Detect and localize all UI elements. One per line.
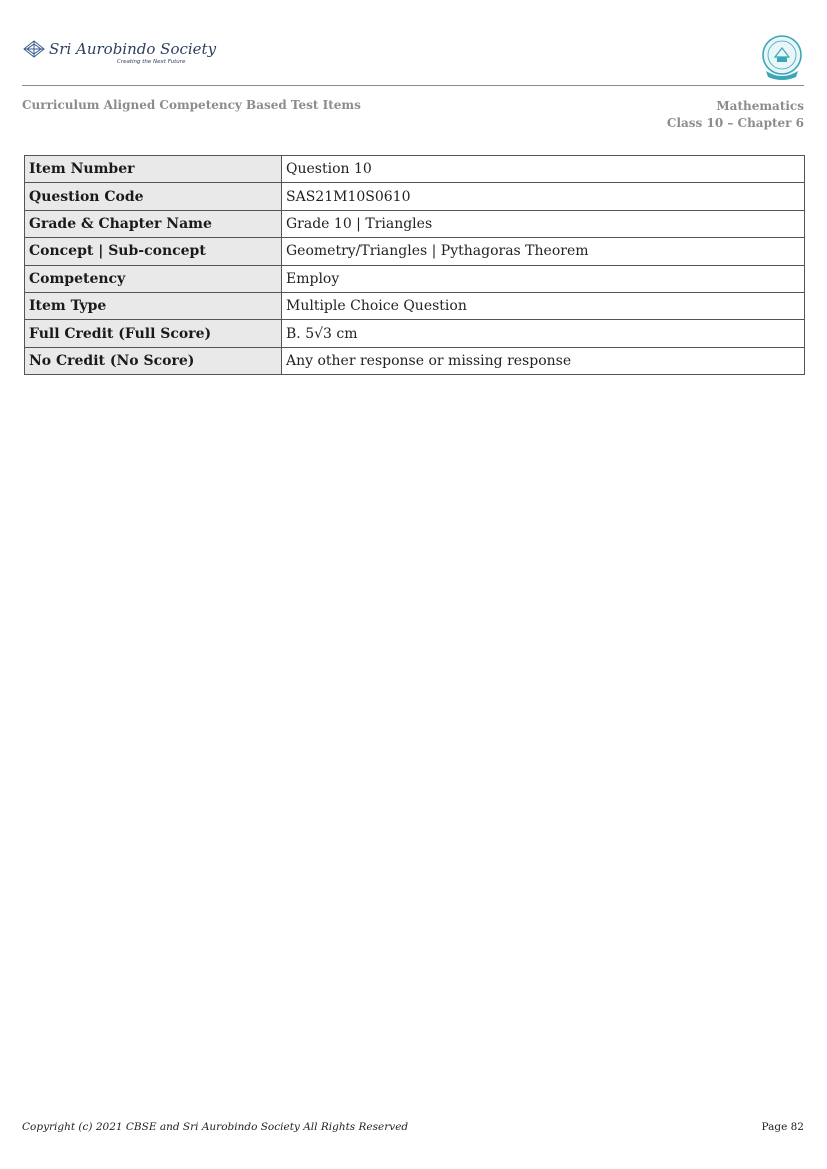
table-row xyxy=(25,238,805,265)
table-row xyxy=(25,320,805,347)
document-series-title: Curriculum Aligned Competency Based Test Items xyxy=(22,98,361,112)
row-value: Employ xyxy=(282,265,805,292)
row-label: Item Number xyxy=(25,156,282,183)
row-label: No Credit (No Score) xyxy=(25,347,282,374)
sri-aurobindo-society-logo-icon xyxy=(22,34,217,68)
row-value: Grade 10 | Triangles xyxy=(282,210,805,237)
row-label: Concept | Sub-concept xyxy=(25,238,282,265)
row-label: Full Credit (Full Score) xyxy=(25,320,282,347)
row-value: B. 5√3 cm xyxy=(282,320,805,347)
logo-wordmark: Sri Aurobindo Society xyxy=(49,40,217,58)
table-row xyxy=(25,210,805,237)
page-number: Page 82 xyxy=(761,1121,804,1133)
table-row xyxy=(25,183,805,210)
subject-header xyxy=(667,98,804,132)
table-row xyxy=(25,292,805,319)
header-divider xyxy=(22,85,804,86)
table-row xyxy=(25,156,805,183)
cbse-seal-icon xyxy=(758,33,806,83)
row-label: Question Code xyxy=(25,183,282,210)
row-value: Geometry/Triangles | Pythagoras Theorem xyxy=(282,238,805,265)
class-chapter: Class 10 – Chapter 6 xyxy=(666,116,804,130)
row-label: Grade & Chapter Name xyxy=(25,210,282,237)
row-value: Question 10 xyxy=(282,156,805,183)
copyright-notice: Copyright (c) 2021 CBSE and Sri Aurobindo Society All Rights Reserved xyxy=(22,1121,409,1133)
subject-name: Mathematics xyxy=(716,99,804,113)
logo-tagline: Creating the Next Future xyxy=(117,59,186,65)
cbse-seal xyxy=(758,33,806,83)
table-row xyxy=(25,265,805,292)
sri-aurobindo-society-logo xyxy=(22,34,217,68)
item-info-table xyxy=(24,155,805,375)
row-value: Any other response or missing response xyxy=(282,347,805,374)
row-value: SAS21M10S0610 xyxy=(282,183,805,210)
table-row xyxy=(25,347,805,374)
row-label: Competency xyxy=(25,265,282,292)
row-value: Multiple Choice Question xyxy=(282,292,805,319)
row-label: Item Type xyxy=(25,292,282,319)
